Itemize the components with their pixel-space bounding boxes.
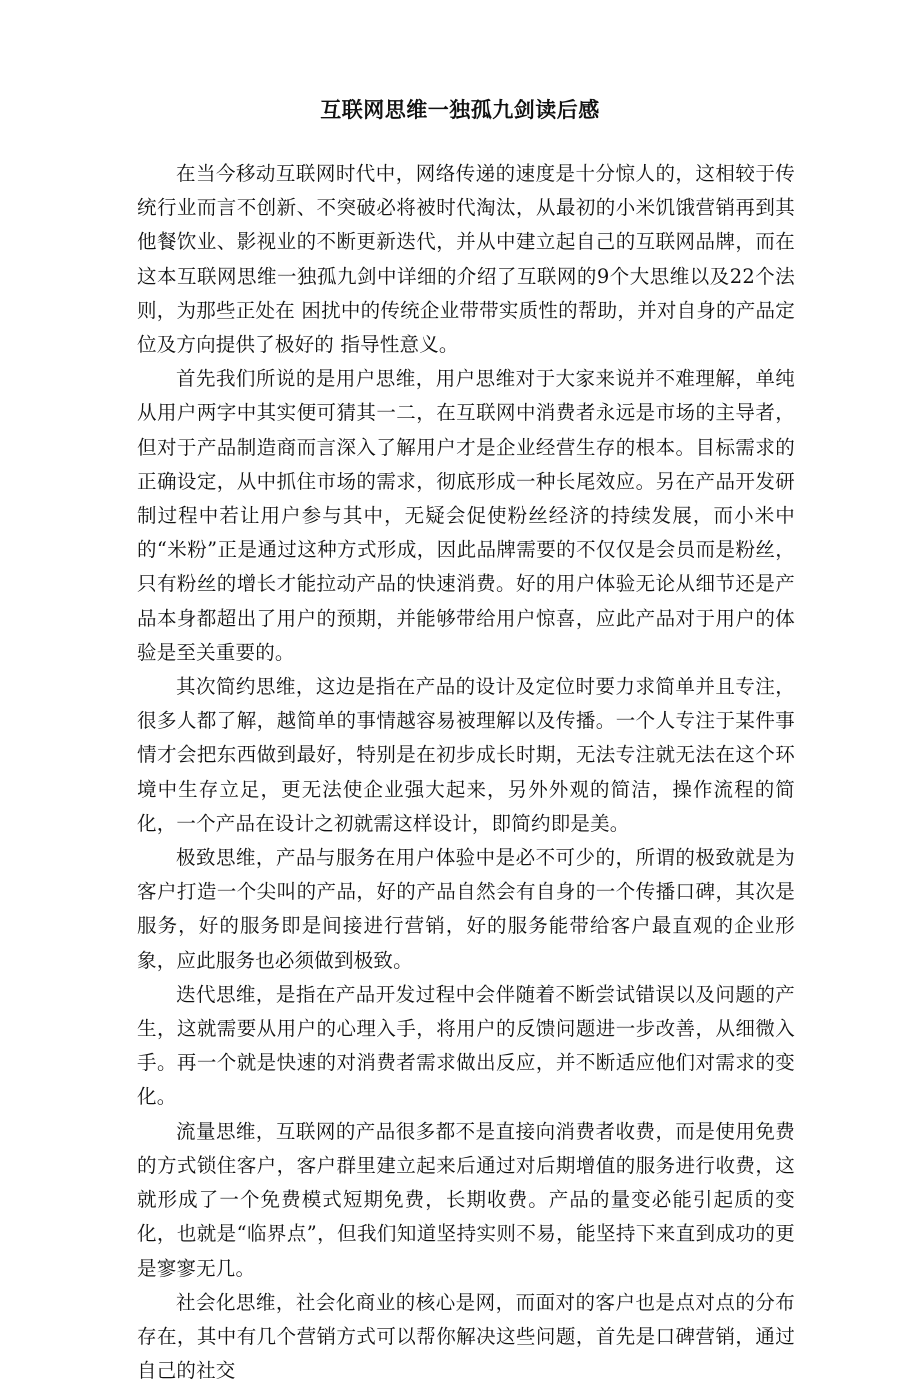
paragraph-extreme-thinking: 极致思维，产品与服务在用户体验中是必不可少的，所谓的极致就是为客户打造一个尖叫的产品，好的产品自然会有自身的一个传播口碑，其次是服务，好的服务即是间接进行营销，好的服务能带给客户最直观的企业形象，应此服务也必须做到极致。	[137, 846, 795, 972]
paragraph-iteration-thinking: 迭代思维，是指在产品开发过程中会伴随着不断尝试错误以及问题的产生，这就需要从用户的心理入手，将用户的反馈问题进一步改善，从细微入手。再一个就是快速的对消费者需求做出反应，并不断适应他们对需求的变化。	[137, 982, 795, 1109]
document-title: 互联网思维一独孤九剑读后感	[320, 97, 600, 122]
paragraph-social-thinking: 社会化思维，社会化商业的核心是网，而面对的客户也是点对点的分布存在，其中有几个营销方式可以帮你解决这些问题，首先是口碑营销，通过自己的社交	[137, 1290, 795, 1383]
document-body	[137, 157, 795, 1388]
paragraph-traffic-thinking: 流量思维，互联网的产品很多都不是直接向消费者收费，而是使用免费的方式锁住客户，客户群里建立起来后通过对后期增值的服务进行收费，这就形成了一个免费模式短期免费，长期收费。产品的量变必能引起质的变化，也就是“临界点”，但我们知道坚持实则不易，能坚持下来直到成功的更是寥寥无几。	[137, 1119, 795, 1280]
paragraph-user-thinking: 首先我们所说的是用户思维，用户思维对于大家来说并不难理解，单纯从用户两字中其实便可猜其一二，在互联网中消费者永远是市场的主导者，但对于产品制造商而言深入了解用户才是企业经营生存的根本。目标需求的正确设定，从中抓住市场的需求，彻底形成一种长尾效应。另在产品开发研制过程中若让用户参与其中，无疑会促使粉丝经济的持续发展，而小米中的“米粉”正是通过这种方式形成，因此品牌需要的不仅仅是会员而是粉丝，只有粉丝的增长才能拉动产品的快速消费。好的用户体验无论从细节还是产品本身都超出了用户的预期，并能够带给用户惊喜，应此产品对于用户的体验是至关重要的。	[137, 367, 795, 664]
paragraph-intro: 在当今移动互联网时代中，网络传递的速度是十分惊人的，这相较于传统行业而言不创新、不突破必将被时代淘汰，从最初的小米饥饿营销再到其他餐饮业、影视业的不断更新迭代，并从中建立起自己的互联网品牌，而在这本互联网思维一独孤九剑中详细的介绍了互联网的9个大思维以及22个法则，为那些正处在 困扰中的传统企业带带实质性的帮助，并对自身的产品定位及方向提供了极好的 指导性意义。	[137, 162, 795, 357]
paragraph-simplicity-thinking: 其次简约思维，这边是指在产品的设计及定位时要力求简单并且专注，很多人都了解，越简单的事情越容易被理解以及传播。一个人专注于某件事情才会把东西做到最好，特别是在初步成长时期，无法专注就无法在这个环境中生存立足，更无法使企业强大起来，另外外观的简洁，操作流程的简化，一个产品在设计之初就需这样设计，即简约即是美。	[137, 675, 795, 835]
